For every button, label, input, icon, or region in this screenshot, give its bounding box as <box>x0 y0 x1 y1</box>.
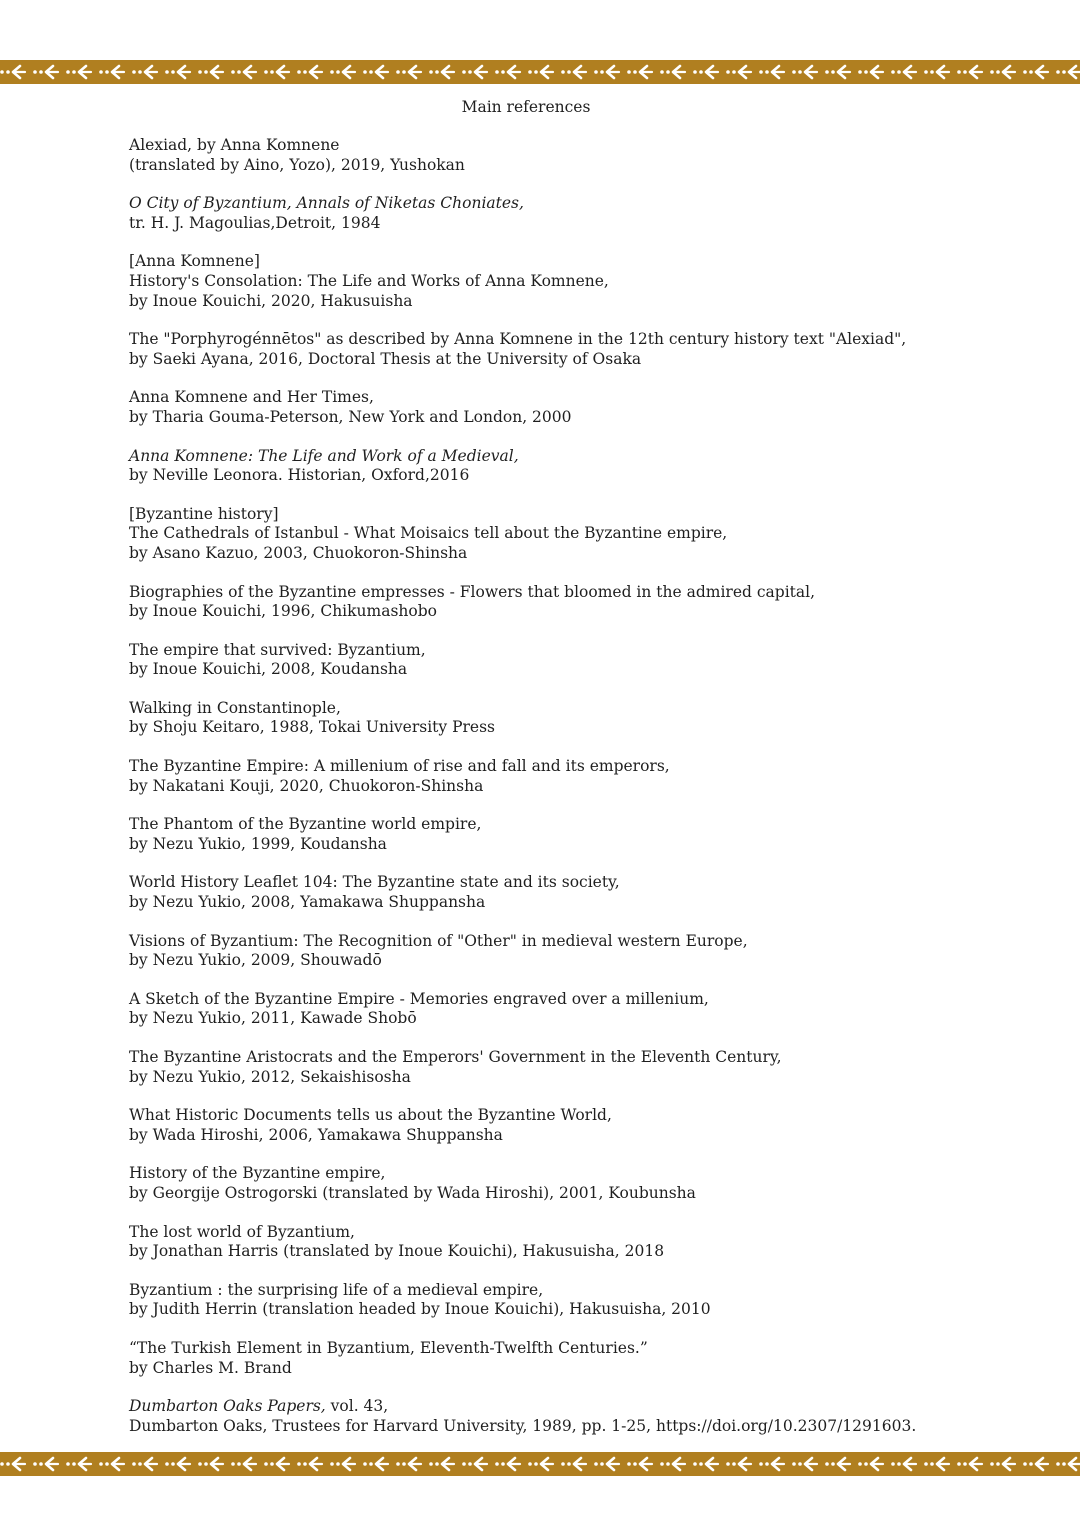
reference-line <box>129 505 1059 525</box>
reference-line <box>129 835 1059 855</box>
reference-text: Walking in Constantinople, <box>129 698 341 717</box>
reference-text: tr. H. J. Magoulias,Detroit, 1984 <box>129 213 381 232</box>
reference-text: History of the Byzantine empire, <box>129 1164 386 1183</box>
reference-line <box>129 699 1059 719</box>
reference-line <box>129 602 1059 622</box>
reference-entry <box>129 1281 1059 1320</box>
reference-text: (translated by Aino, Yozo), 2019, Yushokan <box>129 155 465 174</box>
reference-entry <box>129 1164 1059 1203</box>
reference-text: [Anna Komnene] <box>129 252 260 271</box>
reference-line <box>129 1184 1059 1204</box>
reference-text: by Georgije Ostrogorski (translated by Wada Hiroshi), 2001, Koubunsha <box>129 1183 696 1202</box>
reference-entry <box>129 990 1059 1029</box>
reference-line <box>129 447 1059 467</box>
reference-line <box>129 641 1059 661</box>
reference-entry <box>129 136 1059 175</box>
reference-text: “The Turkish Element in Byzantium, Eleventh-Twelfth Centuries.” <box>129 1338 648 1357</box>
reference-text: by Charles M. Brand <box>129 1358 292 1377</box>
reference-text: Dumbarton Oaks, Trustees for Harvard University, 1989, pp. 1-25, https://doi.org/10.2307/1291603. <box>129 1416 917 1435</box>
reference-text: vol. 43, <box>325 1397 389 1416</box>
reference-italic-title: Dumbarton Oaks Papers, <box>129 1397 326 1416</box>
reference-line <box>129 1126 1059 1146</box>
reference-text: by Inoue Kouichi, 1996, Chikumashobo <box>129 602 437 621</box>
reference-line <box>129 1339 1059 1359</box>
reference-entry <box>129 330 1059 369</box>
reference-line <box>129 660 1059 680</box>
reference-line <box>129 1164 1059 1184</box>
reference-text: by Neville Leonora. Historian, Oxford,2016 <box>129 466 470 485</box>
reference-text: The empire that survived: Byzantium, <box>129 640 426 659</box>
reference-line <box>129 1048 1059 1068</box>
reference-text: The Byzantine Aristocrats and the Emperors' Government in the Eleventh Century, <box>129 1048 782 1066</box>
reference-line <box>129 292 1059 312</box>
reference-line <box>129 1397 1059 1417</box>
reference-text: by Nakatani Kouji, 2020, Chuokoron-Shinsha <box>129 776 484 795</box>
reference-entry <box>129 447 1059 486</box>
reference-text: Anna Komnene and Her Times, <box>129 388 374 407</box>
reference-line <box>129 524 1059 544</box>
reference-line <box>129 1300 1059 1320</box>
reference-text: by Wada Hiroshi, 2006, Yamakawa Shuppansha <box>129 1125 503 1144</box>
reference-line <box>129 1068 1059 1088</box>
reference-text: The lost world of Byzantium, <box>129 1222 355 1241</box>
reference-text: The "Porphyrogénnētos" as described by Anna Komnene in the 12th century history text "Alexiad", <box>129 330 907 349</box>
arrow-pattern-bottom <box>0 1452 1080 1476</box>
reference-italic-title: O City of Byzantium, Annals of Niketas Choniates, <box>129 194 524 213</box>
reference-italic-title: Anna Komnene: The Life and Work of a Medieval, <box>129 446 519 465</box>
reference-entry <box>129 194 1059 233</box>
reference-text: by Jonathan Harris (translated by Inoue Kouichi), Hakusuisha, 2018 <box>129 1242 665 1261</box>
reference-entry <box>129 388 1059 427</box>
reference-text: What Historic Documents tells us about the Byzantine World, <box>129 1106 612 1125</box>
reference-entry <box>129 757 1059 796</box>
reference-text: by Shoju Keitaro, 1988, Tokai University Press <box>129 718 495 737</box>
reference-text: The Byzantine Empire: A millenium of rise and fall and its emperors, <box>129 757 670 776</box>
reference-line <box>129 272 1059 292</box>
reference-text: by Inoue Kouichi, 2020, Hakusuisha <box>129 291 413 310</box>
reference-line <box>129 214 1059 234</box>
reference-text: The Cathedrals of Istanbul - What Moisaics tell about the Byzantine empire, <box>129 524 728 543</box>
reference-text: by Inoue Kouichi, 2008, Koudansha <box>129 660 408 679</box>
reference-entry <box>129 815 1059 854</box>
reference-line <box>129 990 1059 1010</box>
reference-text: A Sketch of the Byzantine Empire - Memories engraved over a millenium, <box>129 989 709 1008</box>
reference-text: by Asano Kazuo, 2003, Chuokoron-Shinsha <box>129 543 468 562</box>
reference-line <box>129 718 1059 738</box>
reference-text: Biographies of the Byzantine empresses - Flowers that bloomed in the admired capital, <box>129 582 816 601</box>
arrow-pattern-top <box>0 60 1080 84</box>
reference-entry <box>129 1339 1059 1378</box>
page-title: Main references <box>461 98 591 116</box>
reference-line <box>129 194 1059 214</box>
reference-line <box>129 408 1059 428</box>
reference-line <box>129 1417 1059 1437</box>
reference-entry <box>129 1397 1059 1436</box>
reference-text: The Phantom of the Byzantine world empire, <box>129 815 482 834</box>
reference-line <box>129 1359 1059 1379</box>
reference-entry <box>129 583 1059 622</box>
reference-line <box>129 544 1059 564</box>
reference-text: by Nezu Yukio, 2008, Yamakawa Shuppansha <box>129 893 486 912</box>
reference-line <box>129 893 1059 913</box>
reference-line <box>129 330 1059 350</box>
reference-line <box>129 1281 1059 1301</box>
reference-text: by Nezu Yukio, 2012, Sekaishisosha <box>129 1067 411 1086</box>
reference-line <box>129 757 1059 777</box>
reference-line <box>129 136 1059 156</box>
reference-text: by Saeki Ayana, 2016, Doctoral Thesis at the University of Osaka <box>129 349 642 368</box>
reference-entry <box>129 1106 1059 1145</box>
reference-text: by Nezu Yukio, 2009, Shouwadō <box>129 951 382 970</box>
reference-text: by Tharia Gouma-Peterson, New York and London, 2000 <box>129 407 572 426</box>
reference-text: World History Leaflet 104: The Byzantine state and its society, <box>129 873 620 892</box>
reference-line <box>129 1223 1059 1243</box>
reference-entry <box>129 252 1059 311</box>
bottom-decorative-border <box>0 1452 1080 1476</box>
reference-entry <box>129 1048 1059 1087</box>
reference-line <box>129 1106 1059 1126</box>
reference-entry <box>129 505 1059 564</box>
reference-entry <box>129 932 1059 971</box>
reference-line <box>129 583 1059 603</box>
reference-line <box>129 156 1059 176</box>
reference-line <box>129 252 1059 272</box>
reference-text: Alexiad, by Anna Komnene <box>129 136 340 154</box>
reference-list <box>129 136 1059 1455</box>
reference-entry <box>129 641 1059 680</box>
reference-text: by Judith Herrin (translation headed by Inoue Kouichi), Hakusuisha, 2010 <box>129 1300 711 1319</box>
reference-line <box>129 1009 1059 1029</box>
reference-line <box>129 815 1059 835</box>
reference-entry <box>129 1223 1059 1262</box>
reference-line <box>129 873 1059 893</box>
reference-line <box>129 951 1059 971</box>
reference-entry <box>129 699 1059 738</box>
reference-text: by Nezu Yukio, 2011, Kawade Shobō <box>129 1009 417 1028</box>
reference-text: [Byzantine history] <box>129 504 279 523</box>
reference-line <box>129 1242 1059 1262</box>
reference-text: Byzantium : the surprising life of a medieval empire, <box>129 1280 544 1299</box>
top-decorative-border <box>0 60 1080 84</box>
reference-text: History's Consolation: The Life and Works of Anna Komnene, <box>129 271 609 290</box>
reference-line <box>129 932 1059 952</box>
reference-text: by Nezu Yukio, 1999, Koudansha <box>129 834 387 853</box>
reference-line <box>129 466 1059 486</box>
reference-line <box>129 388 1059 408</box>
reference-entry <box>129 873 1059 912</box>
reference-text: Visions of Byzantium: The Recognition of "Other" in medieval western Europe, <box>129 931 748 950</box>
reference-line <box>129 777 1059 797</box>
reference-line <box>129 350 1059 370</box>
